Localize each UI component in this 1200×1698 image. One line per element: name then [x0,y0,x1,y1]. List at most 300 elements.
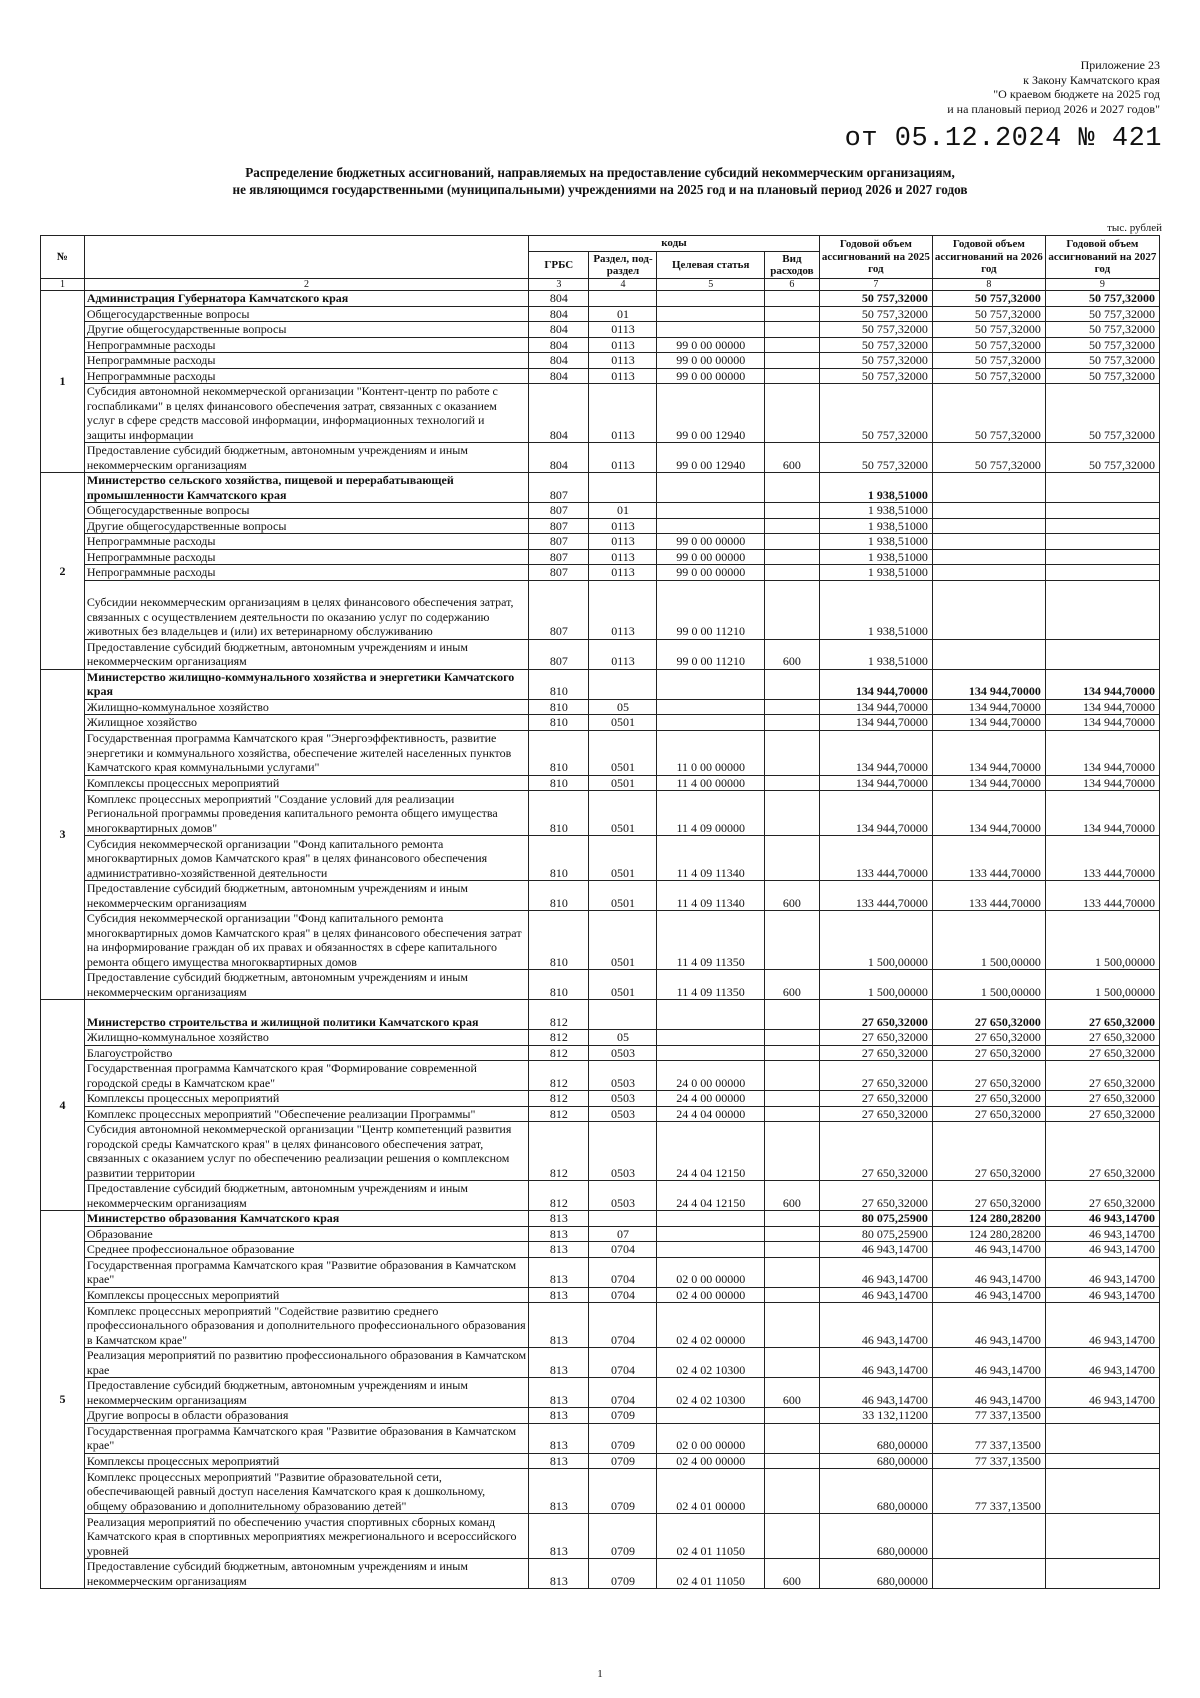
row-amount-2027: 50 757,32000 [1045,384,1159,443]
row-amount-2027 [1045,580,1159,639]
row-vr [764,669,819,699]
row-vr: 600 [764,443,819,473]
table-row [41,699,1160,715]
row-amount-2025: 46 943,14700 [819,1303,932,1348]
row-amount-2025: 27 650,32000 [819,1000,932,1030]
row-amount-2027 [1045,1469,1159,1514]
row-amount-2025: 80 075,25900 [819,1226,932,1242]
row-amount-2026: 134 944,70000 [932,791,1045,836]
table-row [41,443,1160,473]
row-amount-2027: 46 943,14700 [1045,1287,1159,1303]
table-row [41,368,1160,384]
row-razdel: 0113 [589,518,657,534]
row-grbs: 812 [529,1061,589,1091]
row-amount-2026: 134 944,70000 [932,730,1045,775]
row-description: Непрограммные расходы [84,368,528,384]
row-csr [657,669,765,699]
row-vr [764,549,819,565]
row-amount-2026: 46 943,14700 [932,1378,1045,1408]
row-amount-2027: 134 944,70000 [1045,669,1159,699]
table-row [41,322,1160,338]
row-csr [657,1000,765,1030]
section-header-row [41,473,1160,503]
row-grbs: 812 [529,1000,589,1030]
row-grbs: 807 [529,549,589,565]
row-vr [764,1226,819,1242]
row-grbs: 813 [529,1287,589,1303]
row-amount-2026: 77 337,13500 [932,1423,1045,1453]
row-amount-2026: 133 444,70000 [932,881,1045,911]
row-razdel: 0501 [589,775,657,791]
row-amount-2026: 50 757,32000 [932,322,1045,338]
row-grbs: 807 [529,503,589,519]
section-header-row [41,1000,1160,1030]
row-razdel: 05 [589,699,657,715]
row-csr: 99 0 00 00000 [657,565,765,581]
row-vr [764,1453,819,1469]
row-razdel [589,1211,657,1227]
row-amount-2027 [1045,1408,1159,1424]
row-amount-2026 [932,473,1045,503]
row-grbs: 804 [529,322,589,338]
row-amount-2026 [932,1514,1045,1559]
row-amount-2026 [932,1559,1045,1589]
row-csr [657,322,765,338]
row-description: Министерство сельского хозяйства, пищевой и перерабатывающей промышленности Камчатского края [84,473,528,503]
row-amount-2025: 1 938,51000 [819,639,932,669]
row-razdel: 0501 [589,791,657,836]
row-grbs: 813 [529,1559,589,1589]
table-row [41,1378,1160,1408]
table-row [41,1061,1160,1091]
table-row [41,639,1160,669]
row-razdel: 0503 [589,1181,657,1211]
row-grbs: 810 [529,911,589,970]
row-razdel: 0113 [589,565,657,581]
row-amount-2026: 134 944,70000 [932,669,1045,699]
row-description: Предоставление субсидий бюджетным, автономным учреждениям и иным некоммерческим организациям [84,639,528,669]
row-description: Государственная программа Камчатского края "Развитие образования в Камчатском крае" [84,1423,528,1453]
row-description: Жилищное хозяйство [84,715,528,731]
row-csr [657,291,765,307]
row-grbs: 804 [529,353,589,369]
row-amount-2026: 27 650,32000 [932,1181,1045,1211]
row-amount-2027: 46 943,14700 [1045,1257,1159,1287]
table-row [41,791,1160,836]
row-description: Комплекс процессных мероприятий "Содействие развитию среднего профессионального образования и дополнительного профессионального образования в Камчатском крае" [84,1303,528,1348]
row-amount-2026: 27 650,32000 [932,1000,1045,1030]
appendix-line: Приложение 23 [1080,58,1160,72]
row-amount-2025: 46 943,14700 [819,1242,932,1258]
table-row [41,715,1160,731]
row-grbs: 810 [529,881,589,911]
row-csr [657,518,765,534]
row-amount-2026: 46 943,14700 [932,1303,1045,1348]
row-amount-2025: 50 757,32000 [819,337,932,353]
row-amount-2025: 27 650,32000 [819,1030,932,1046]
row-csr [657,503,765,519]
row-amount-2025: 1 938,51000 [819,549,932,565]
col-number: 9 [1045,279,1159,291]
row-csr: 02 4 01 00000 [657,1469,765,1514]
row-csr: 99 0 00 12940 [657,443,765,473]
row-amount-2026: 46 943,14700 [932,1242,1045,1258]
row-grbs: 804 [529,337,589,353]
row-grbs: 812 [529,1030,589,1046]
row-grbs: 813 [529,1469,589,1514]
row-amount-2026: 77 337,13500 [932,1408,1045,1424]
row-grbs: 810 [529,699,589,715]
row-amount-2026: 77 337,13500 [932,1453,1045,1469]
row-csr [657,699,765,715]
row-vr [764,1242,819,1258]
row-vr [764,1122,819,1181]
row-amount-2026: 134 944,70000 [932,775,1045,791]
row-description: Предоставление субсидий бюджетным, автономным учреждениям и иным некоммерческим организациям [84,443,528,473]
row-csr: 24 0 00 00000 [657,1061,765,1091]
row-amount-2026: 1 500,00000 [932,970,1045,1000]
row-vr [764,534,819,550]
col-head-vr: Вид расходов [764,252,819,279]
table-row [41,1423,1160,1453]
row-vr [764,1000,819,1030]
row-amount-2026: 27 650,32000 [932,1106,1045,1122]
row-grbs: 813 [529,1242,589,1258]
row-razdel: 0501 [589,836,657,881]
row-grbs: 804 [529,384,589,443]
section-number: 3 [41,669,85,1000]
row-razdel: 0709 [589,1408,657,1424]
row-vr [764,368,819,384]
row-amount-2027: 133 444,70000 [1045,881,1159,911]
row-amount-2025: 680,00000 [819,1423,932,1453]
row-csr: 02 4 02 10300 [657,1348,765,1378]
row-amount-2027 [1045,1453,1159,1469]
row-razdel: 0113 [589,534,657,550]
col-number: 6 [764,279,819,291]
row-vr [764,836,819,881]
col-number: 5 [657,279,765,291]
row-grbs: 812 [529,1045,589,1061]
row-vr [764,1303,819,1348]
section-header-row [41,1211,1160,1227]
row-razdel: 01 [589,306,657,322]
row-vr [764,1287,819,1303]
row-grbs: 812 [529,1122,589,1181]
row-grbs: 804 [529,368,589,384]
col-head-grbs: ГРБС [529,252,589,279]
row-vr [764,518,819,534]
row-amount-2025: 134 944,70000 [819,730,932,775]
col-head-2027: Годовой объем ассигнований на 2027 год [1045,236,1159,279]
row-amount-2026: 50 757,32000 [932,353,1045,369]
row-razdel: 0113 [589,322,657,338]
row-csr: 11 4 09 11340 [657,881,765,911]
row-amount-2027 [1045,1559,1159,1589]
table-row [41,337,1160,353]
row-csr [657,715,765,731]
row-amount-2025: 50 757,32000 [819,384,932,443]
row-amount-2025: 680,00000 [819,1514,932,1559]
row-csr [657,1226,765,1242]
row-amount-2027: 134 944,70000 [1045,730,1159,775]
row-description: Государственная программа Камчатского края "Энергоэффективность, развитие энергетики и коммунального хозяйства, обеспечение жителей населенных пунктов Камчатского края коммунальными услугами" [84,730,528,775]
row-amount-2027: 46 943,14700 [1045,1226,1159,1242]
row-description: Субсидия некоммерческой организации "Фонд капитального ремонта многоквартирных домов Камчатского края" в целях финансового обеспечения затрат на информирование граждан об их правах и обязанностях в сфере капитального ремонта общего имущества многоквартирных домов [84,911,528,970]
row-razdel: 0501 [589,881,657,911]
row-amount-2025: 1 938,51000 [819,518,932,534]
row-vr: 600 [764,970,819,1000]
row-amount-2025: 1 938,51000 [819,580,932,639]
row-grbs: 810 [529,791,589,836]
budget-table [40,235,1160,1589]
row-grbs: 813 [529,1211,589,1227]
row-amount-2026: 133 444,70000 [932,836,1045,881]
row-csr: 11 0 00 00000 [657,730,765,775]
row-amount-2027 [1045,503,1159,519]
col-head-num: № [41,236,85,279]
unit-label: тыс. рублей [1107,222,1162,234]
row-description: Реализация мероприятий по обеспечению участия спортивных сборных команд Камчатского края в спортивных мероприятиях межрегионального и всероссийского уровней [84,1514,528,1559]
law-date-stamp: от 05.12.2024 № 421 [844,124,1162,154]
col-number: 7 [819,279,932,291]
row-csr: 11 4 00 00000 [657,775,765,791]
row-vr [764,1469,819,1514]
appendix-line: к Закону Камчатского края [1023,72,1160,87]
row-amount-2025: 134 944,70000 [819,791,932,836]
row-razdel: 0704 [589,1242,657,1258]
row-amount-2027: 50 757,32000 [1045,368,1159,384]
table-row [41,1287,1160,1303]
table-row [41,970,1160,1000]
table-row [41,1559,1160,1589]
col-number: 1 [41,279,85,291]
row-csr: 02 4 00 00000 [657,1453,765,1469]
row-amount-2027: 1 500,00000 [1045,911,1159,970]
table-row [41,518,1160,534]
row-csr: 11 4 09 11350 [657,970,765,1000]
table-row [41,1348,1160,1378]
row-csr: 99 0 00 00000 [657,368,765,384]
row-razdel: 0704 [589,1348,657,1378]
row-amount-2027 [1045,534,1159,550]
row-csr: 24 4 04 12150 [657,1181,765,1211]
row-grbs: 813 [529,1303,589,1348]
row-grbs: 813 [529,1226,589,1242]
row-razdel: 0501 [589,730,657,775]
row-csr: 02 0 00 00000 [657,1423,765,1453]
row-amount-2026: 27 650,32000 [932,1030,1045,1046]
row-grbs: 804 [529,291,589,307]
page-number: 1 [597,1668,603,1680]
row-amount-2026: 1 500,00000 [932,911,1045,970]
row-amount-2026: 50 757,32000 [932,384,1045,443]
row-amount-2027: 134 944,70000 [1045,715,1159,731]
row-description: Непрограммные расходы [84,337,528,353]
row-vr [764,1106,819,1122]
row-csr: 02 4 02 10300 [657,1378,765,1408]
row-razdel: 0503 [589,1091,657,1107]
row-grbs: 807 [529,534,589,550]
row-amount-2026 [932,518,1045,534]
row-csr [657,306,765,322]
col-number: 4 [589,279,657,291]
row-amount-2026: 134 944,70000 [932,699,1045,715]
row-vr [764,291,819,307]
row-description: Субсидии некоммерческим организациям в целях финансового обеспечения затрат, связанных с осуществлением деятельности по оказанию услуг по содержанию животных без владельцев и (или) их ветеринарному обслуживанию [84,580,528,639]
row-description: Министерство строительства и жилищной политики Камчатского края [84,1000,528,1030]
row-grbs: 813 [529,1408,589,1424]
table-row [41,911,1160,970]
row-amount-2025: 50 757,32000 [819,443,932,473]
row-grbs: 810 [529,970,589,1000]
row-amount-2025: 1 938,51000 [819,565,932,581]
row-razdel: 0501 [589,970,657,1000]
row-razdel: 0709 [589,1453,657,1469]
row-vr [764,580,819,639]
row-razdel: 0709 [589,1514,657,1559]
row-amount-2025: 50 757,32000 [819,291,932,307]
col-head-razdel: Раздел, под-раздел [589,252,657,279]
row-description: Непрограммные расходы [84,534,528,550]
row-grbs: 807 [529,580,589,639]
row-csr: 99 0 00 00000 [657,549,765,565]
row-amount-2025: 134 944,70000 [819,715,932,731]
row-csr: 02 4 00 00000 [657,1287,765,1303]
section-header-row [41,669,1160,699]
row-description: Предоставление субсидий бюджетным, автономным учреждениям и иным некоммерческим организациям [84,970,528,1000]
row-amount-2027 [1045,549,1159,565]
row-razdel: 0709 [589,1469,657,1514]
row-amount-2026: 50 757,32000 [932,291,1045,307]
row-razdel: 0709 [589,1423,657,1453]
row-description: Другие общегосударственные вопросы [84,322,528,338]
row-description: Среднее профессиональное образование [84,1242,528,1258]
row-amount-2026: 27 650,32000 [932,1061,1045,1091]
row-grbs: 812 [529,1106,589,1122]
table-row [41,565,1160,581]
row-vr [764,1091,819,1107]
row-amount-2025: 134 944,70000 [819,699,932,715]
row-amount-2027 [1045,473,1159,503]
row-amount-2027: 27 650,32000 [1045,1045,1159,1061]
row-description: Субсидия автономной некоммерческой организации "Центр компетенций развития городской среды Камчатского края" в целях финансового обеспечения затрат, связанных с оказанием услуг по обеспечению реализации решения о комплексном развитии территории [84,1122,528,1181]
row-description: Другие общегосударственные вопросы [84,518,528,534]
row-grbs: 813 [529,1378,589,1408]
row-grbs: 813 [529,1423,589,1453]
row-csr: 24 4 04 12150 [657,1122,765,1181]
row-amount-2026: 50 757,32000 [932,443,1045,473]
row-amount-2027: 46 943,14700 [1045,1242,1159,1258]
row-amount-2026: 50 757,32000 [932,306,1045,322]
row-vr [764,775,819,791]
row-amount-2026 [932,549,1045,565]
row-amount-2025: 27 650,32000 [819,1181,932,1211]
row-description: Предоставление субсидий бюджетным, автономным учреждениям и иным некоммерческим организациям [84,1181,528,1211]
row-description: Предоставление субсидий бюджетным, автономным учреждениям и иным некоммерческим организациям [84,881,528,911]
row-grbs: 804 [529,306,589,322]
row-amount-2027: 50 757,32000 [1045,306,1159,322]
row-vr [764,911,819,970]
row-description: Комплексы процессных мероприятий [84,1287,528,1303]
table-row [41,1122,1160,1181]
row-razdel: 01 [589,503,657,519]
row-vr: 600 [764,1181,819,1211]
row-amount-2025: 1 938,51000 [819,503,932,519]
row-razdel: 0113 [589,337,657,353]
row-grbs: 813 [529,1514,589,1559]
table-row [41,384,1160,443]
row-amount-2027: 134 944,70000 [1045,791,1159,836]
row-vr: 600 [764,1559,819,1589]
row-vr [764,1348,819,1378]
row-description: Предоставление субсидий бюджетным, автономным учреждениям и иным некоммерческим организациям [84,1378,528,1408]
row-amount-2025: 46 943,14700 [819,1348,932,1378]
row-razdel: 0709 [589,1559,657,1589]
row-csr [657,1242,765,1258]
table-row [41,1226,1160,1242]
row-amount-2025: 680,00000 [819,1469,932,1514]
row-vr [764,715,819,731]
row-amount-2025: 27 650,32000 [819,1045,932,1061]
row-description: Министерство жилищно-коммунального хозяйства и энергетики Камчатского края [84,669,528,699]
row-description: Другие вопросы в области образования [84,1408,528,1424]
row-amount-2025: 1 938,51000 [819,534,932,550]
row-csr: 99 0 00 11210 [657,580,765,639]
row-razdel: 0704 [589,1303,657,1348]
section-number: 5 [41,1211,85,1589]
row-csr: 99 0 00 12940 [657,384,765,443]
row-csr [657,1211,765,1227]
row-razdel [589,1000,657,1030]
table-head [41,236,1160,291]
row-razdel: 0113 [589,549,657,565]
title-line-2: не являющимся государственными (муниципальными) учреждениями на 2025 год и на плановый период 2026 и 2027 годов [232,182,968,197]
table-row [41,836,1160,881]
row-description: Комплексы процессных мероприятий [84,1091,528,1107]
row-vr [764,699,819,715]
row-amount-2027: 50 757,32000 [1045,322,1159,338]
row-amount-2027: 27 650,32000 [1045,1061,1159,1091]
row-description: Жилищно-коммунальное хозяйство [84,699,528,715]
appendix-line: и на плановый период 2026 и 2027 годов" [947,101,1160,116]
table-row [41,503,1160,519]
row-amount-2027 [1045,1514,1159,1559]
row-csr [657,1408,765,1424]
row-amount-2027: 134 944,70000 [1045,775,1159,791]
table-row [41,1181,1160,1211]
row-grbs: 810 [529,669,589,699]
row-amount-2027: 1 500,00000 [1045,970,1159,1000]
row-amount-2025: 1 938,51000 [819,473,932,503]
row-vr [764,1045,819,1061]
table-row [41,1303,1160,1348]
row-vr: 600 [764,1378,819,1408]
row-vr [764,1514,819,1559]
title-line-1: Распределение бюджетных ассигнований, направляемых на предоставление субсидий некоммерческим организациям, [245,165,955,180]
row-amount-2027: 27 650,32000 [1045,1122,1159,1181]
row-grbs: 812 [529,1181,589,1211]
row-razdel: 0503 [589,1061,657,1091]
row-razdel [589,669,657,699]
row-grbs: 813 [529,1453,589,1469]
row-csr: 24 4 00 00000 [657,1091,765,1107]
row-amount-2027: 27 650,32000 [1045,1106,1159,1122]
row-description: Общегосударственные вопросы [84,503,528,519]
appendix-line: "О краевом бюджете на 2025 год [993,87,1160,101]
row-amount-2025: 27 650,32000 [819,1106,932,1122]
row-grbs: 807 [529,473,589,503]
